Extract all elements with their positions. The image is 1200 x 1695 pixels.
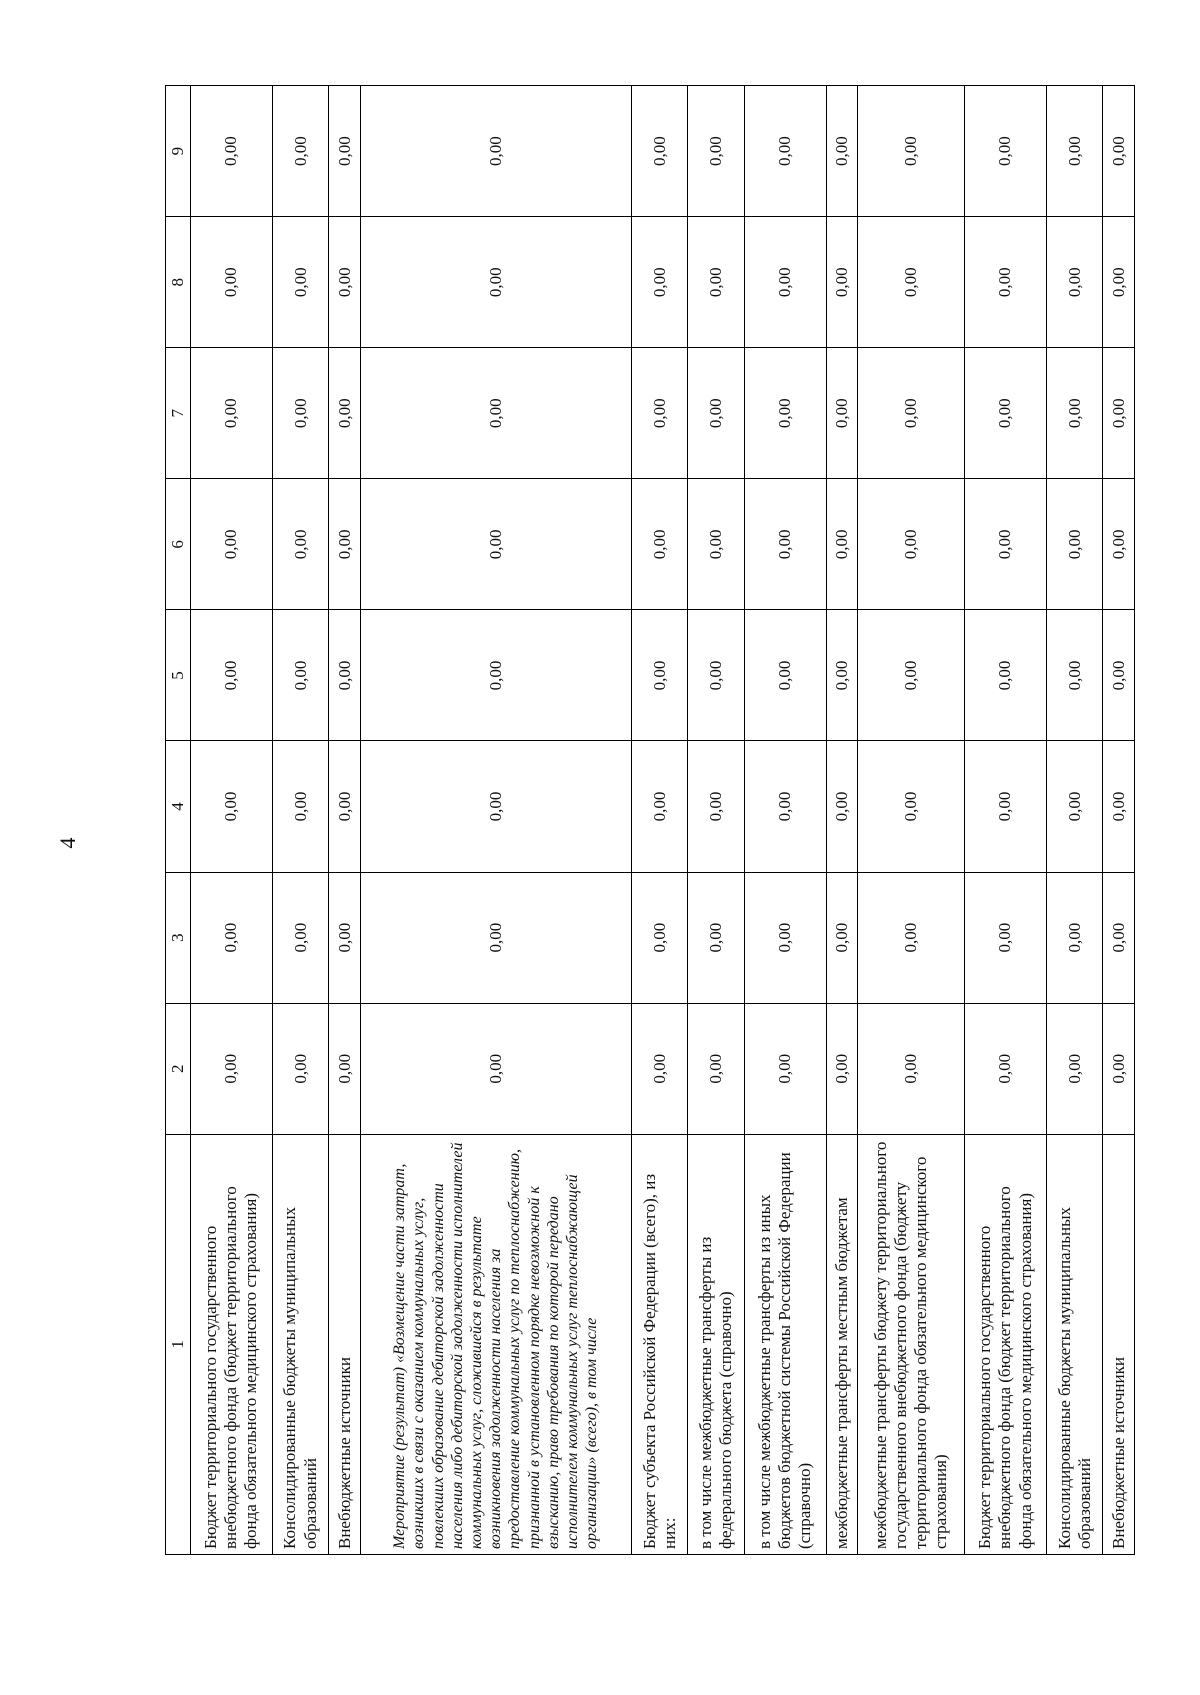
column-header: 1 [166, 1134, 191, 1554]
cell-value: 0,00 [272, 86, 329, 217]
table-row-measure [360, 86, 631, 1555]
cell-value: 0,00 [360, 872, 631, 1003]
cell-value: 0,00 [826, 217, 857, 348]
budget-table [165, 85, 1135, 1555]
table-row [965, 86, 1047, 1555]
cell-value: 0,00 [1103, 348, 1135, 479]
cell-value: 0,00 [1103, 217, 1135, 348]
table-row [631, 86, 688, 1555]
column-header: 7 [166, 348, 191, 479]
column-header: 5 [166, 610, 191, 741]
cell-value: 0,00 [631, 86, 688, 217]
row-label: Бюджет территориального государственного внебюджетного фонда (бюджет территориального фонда обязательного медицинского страхования) [965, 1134, 1047, 1554]
cell-value: 0,00 [329, 1003, 360, 1134]
cell-value: 0,00 [688, 479, 745, 610]
row-label: Консолидированные бюджеты муниципальных образований [272, 1134, 329, 1554]
row-label: межбюджетные трансферты бюджету территориального государственного внебюджетного фонда (бюджету территориального фонда обязательного медицинского страхования) [858, 1134, 965, 1554]
cell-value: 0,00 [688, 872, 745, 1003]
cell-value: 0,00 [826, 479, 857, 610]
cell-value: 0,00 [1103, 741, 1135, 872]
row-label: Бюджет субъекта Российской Федерации (всего), из них: [631, 1134, 688, 1554]
cell-value: 0,00 [1103, 610, 1135, 741]
cell-value: 0,00 [965, 741, 1047, 872]
cell-value: 0,00 [688, 741, 745, 872]
cell-value: 0,00 [360, 479, 631, 610]
cell-value: 0,00 [965, 610, 1047, 741]
cell-value: 0,00 [1103, 86, 1135, 217]
cell-value: 0,00 [360, 610, 631, 741]
cell-value: 0,00 [1046, 741, 1103, 872]
row-label: Консолидированные бюджеты муниципальных образований [1046, 1134, 1103, 1554]
cell-value: 0,00 [965, 872, 1047, 1003]
cell-value: 0,00 [360, 348, 631, 479]
cell-value: 0,00 [965, 1003, 1047, 1134]
cell-value: 0,00 [688, 217, 745, 348]
table-row [191, 86, 273, 1555]
row-label: Внебюджетные источники [329, 1134, 360, 1554]
cell-value: 0,00 [1046, 1003, 1103, 1134]
cell-value: 0,00 [1046, 348, 1103, 479]
cell-value: 0,00 [272, 610, 329, 741]
cell-value: 0,00 [858, 479, 965, 610]
cell-value: 0,00 [688, 86, 745, 217]
page-number: 4 [55, 837, 80, 849]
cell-value: 0,00 [329, 348, 360, 479]
cell-value: 0,00 [826, 86, 857, 217]
cell-value: 0,00 [858, 1003, 965, 1134]
row-label: межбюджетные трансферты местным бюджетам [826, 1134, 857, 1554]
cell-value: 0,00 [272, 479, 329, 610]
column-header: 3 [166, 872, 191, 1003]
cell-value: 0,00 [631, 348, 688, 479]
cell-value: 0,00 [329, 872, 360, 1003]
cell-value: 0,00 [965, 86, 1047, 217]
cell-value: 0,00 [272, 1003, 329, 1134]
cell-value: 0,00 [631, 479, 688, 610]
header-row [166, 86, 191, 1555]
cell-value: 0,00 [1046, 86, 1103, 217]
cell-value: 0,00 [631, 872, 688, 1003]
table-row [858, 86, 965, 1555]
column-header: 8 [166, 217, 191, 348]
column-header: 9 [166, 86, 191, 217]
cell-value: 0,00 [272, 217, 329, 348]
cell-value: 0,00 [826, 610, 857, 741]
rotated-table-wrapper [165, 85, 1135, 1555]
row-label: в том числе межбюджетные трансферты из федерального бюджета (справочно) [688, 1134, 745, 1554]
cell-value: 0,00 [1046, 479, 1103, 610]
cell-value: 0,00 [329, 610, 360, 741]
cell-value: 0,00 [191, 610, 273, 741]
table-row [688, 86, 745, 1555]
cell-value: 0,00 [745, 217, 827, 348]
cell-value: 0,00 [688, 610, 745, 741]
cell-value: 0,00 [745, 1003, 827, 1134]
cell-value: 0,00 [1046, 872, 1103, 1003]
cell-value: 0,00 [631, 1003, 688, 1134]
column-header: 2 [166, 1003, 191, 1134]
cell-value: 0,00 [745, 86, 827, 217]
cell-value: 0,00 [272, 348, 329, 479]
row-label: в том числе межбюджетные трансферты из иных бюджетов бюджетной системы Российской Федерации (справочно) [745, 1134, 827, 1554]
cell-value: 0,00 [826, 741, 857, 872]
cell-value: 0,00 [360, 1003, 631, 1134]
cell-value: 0,00 [1103, 872, 1135, 1003]
cell-value: 0,00 [858, 872, 965, 1003]
cell-value: 0,00 [191, 217, 273, 348]
row-label: Бюджет территориального государственного внебюджетного фонда (бюджет территориального фонда обязательного медицинского страхования) [191, 1134, 273, 1554]
cell-value: 0,00 [329, 479, 360, 610]
column-header: 6 [166, 479, 191, 610]
table-row [745, 86, 827, 1555]
cell-value: 0,00 [360, 86, 631, 217]
cell-value: 0,00 [191, 872, 273, 1003]
cell-value: 0,00 [1103, 1003, 1135, 1134]
cell-value: 0,00 [1046, 610, 1103, 741]
cell-value: 0,00 [965, 479, 1047, 610]
cell-value: 0,00 [191, 86, 273, 217]
cell-value: 0,00 [858, 348, 965, 479]
cell-value: 0,00 [745, 348, 827, 479]
cell-value: 0,00 [858, 610, 965, 741]
cell-value: 0,00 [1046, 217, 1103, 348]
cell-value: 0,00 [191, 741, 273, 872]
cell-value: 0,00 [745, 479, 827, 610]
cell-value: 0,00 [631, 741, 688, 872]
cell-value: 0,00 [858, 741, 965, 872]
table-row [1046, 86, 1103, 1555]
cell-value: 0,00 [360, 741, 631, 872]
cell-value: 0,00 [745, 741, 827, 872]
cell-value: 0,00 [191, 479, 273, 610]
cell-value: 0,00 [965, 348, 1047, 479]
row-label: Внебюджетные источники [1103, 1134, 1135, 1554]
cell-value: 0,00 [329, 86, 360, 217]
cell-value: 0,00 [688, 348, 745, 479]
cell-value: 0,00 [329, 741, 360, 872]
cell-value: 0,00 [965, 217, 1047, 348]
row-label: Мероприятие (результат) «Возмещение части затрат, возникших в связи с оказанием коммунальных услуг, повлекших образование дебиторской задолженности населения либо дебиторской задолженности исполнителей коммунальных услуг, сложившейся в результате возникновения задолженности населения за предоставление коммунальных услуг по теплоснабжению, признанной в установленном порядке невозможной к взысканию, право требования по которой передано исполнителем коммунальных услуг теплоснабжающей организации» (всего), в том числе [360, 1134, 631, 1554]
column-header: 4 [166, 741, 191, 872]
cell-value: 0,00 [272, 872, 329, 1003]
cell-value: 0,00 [191, 1003, 273, 1134]
cell-value: 0,00 [858, 217, 965, 348]
cell-value: 0,00 [329, 217, 360, 348]
cell-value: 0,00 [631, 610, 688, 741]
table-row [329, 86, 360, 1555]
cell-value: 0,00 [1103, 479, 1135, 610]
cell-value: 0,00 [826, 1003, 857, 1134]
cell-value: 0,00 [360, 217, 631, 348]
cell-value: 0,00 [272, 741, 329, 872]
table-row [1103, 86, 1135, 1555]
cell-value: 0,00 [745, 610, 827, 741]
table-row [272, 86, 329, 1555]
cell-value: 0,00 [826, 348, 857, 479]
cell-value: 0,00 [858, 86, 965, 217]
cell-value: 0,00 [745, 872, 827, 1003]
cell-value: 0,00 [631, 217, 688, 348]
table-row [826, 86, 857, 1555]
cell-value: 0,00 [191, 348, 273, 479]
cell-value: 0,00 [826, 872, 857, 1003]
cell-value: 0,00 [688, 1003, 745, 1134]
